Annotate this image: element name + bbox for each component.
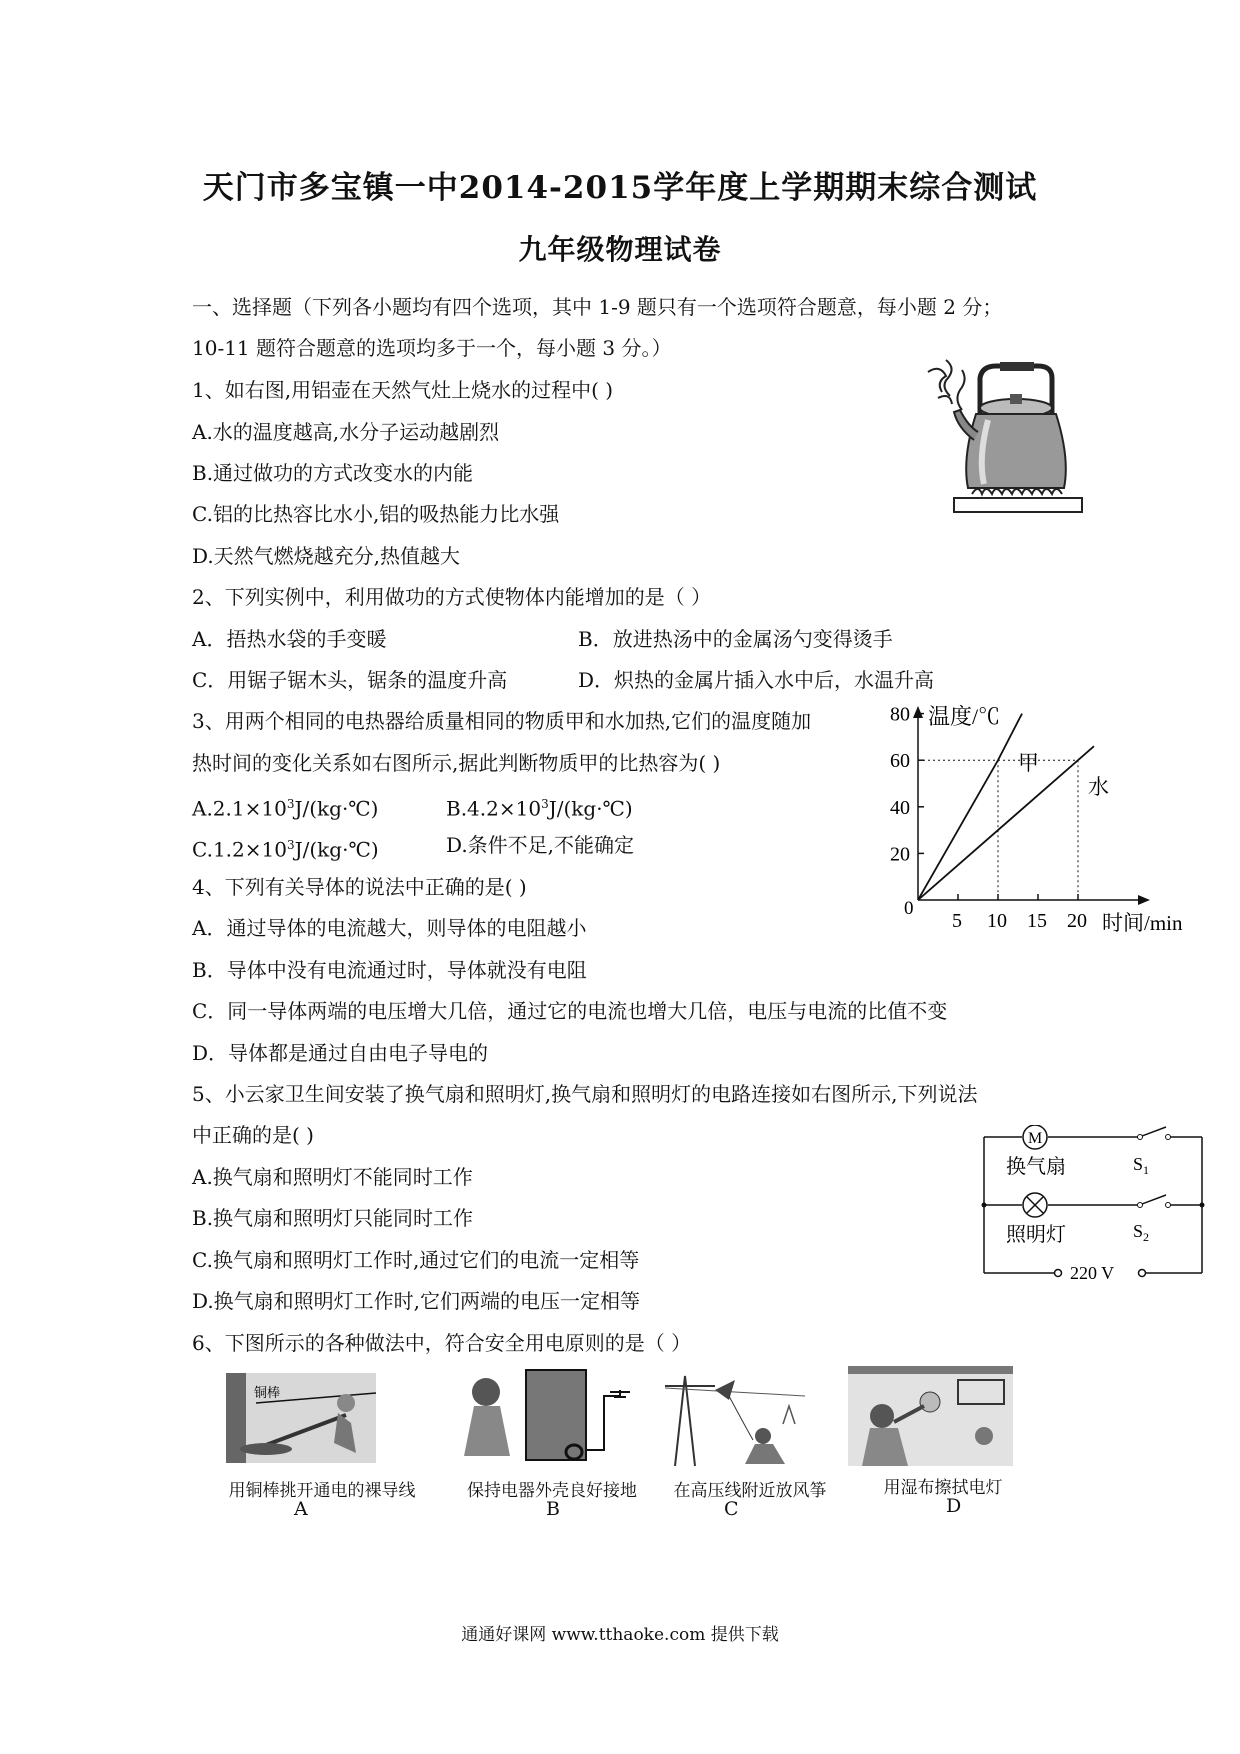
kettle-figure [918,358,1118,513]
caption-c: 在高压线附近放风筝 [673,1481,827,1501]
q1-option-b: B.通过做功的方式改变水的内能 [192,461,474,485]
series-line-water [918,746,1094,900]
caption-b: 保持电器外壳良好接地 [467,1481,637,1501]
section-intro-line-2: 10-11 题符合题意的选项均多于一个，每小题 3 分。） [192,336,672,360]
y-tick-label-80: 80 [890,703,910,726]
origin-label: 0 [904,898,914,919]
y-tick-label-20: 20 [890,843,910,866]
q3-stem-line-1: 3、用两个相同的电热器给质量相同的物质甲和水加热,它们的温度随加 [192,709,812,733]
q5-stem-line-2: 中正确的是( ) [192,1123,314,1147]
safety-picture-a [226,1373,376,1463]
x-tick-label-5: 5 [952,910,962,932]
series-label-jia: 甲 [1018,751,1039,775]
page-title: 天门市多宝镇一中2014-2015学年度上学期期末综合测试 [202,170,1038,206]
section-intro-line-1: 一、选择题（下列各小题均有四个选项，其中 1-9 题只有一个选项符合题意，每小题 2 分； [192,295,1003,319]
y-tick-label-60: 60 [890,750,910,773]
q3-option-b: $B.4.2\times 10^3J/(kg\cdot℃)$ [446,796,633,821]
q3-option-c: $C.1.2\times 10^3J/(kg\cdot℃)$ [192,837,379,862]
q1-option-d: D.天然气燃烧越充分,热值越大 [192,544,461,568]
q5-stem-line-1: 5、小云家卫生间安装了换气扇和照明灯,换气扇和照明灯的电路连接如右图所示,下列说法 [192,1082,978,1106]
q4-option-b: B．导体中没有电流通过时，导体就没有电阻 [192,958,587,982]
q3-option-a: $A.2.1\times 10^3J/(kg\cdot℃)$ [192,796,379,821]
letter-c: C [724,1498,739,1520]
s1-label: $S_1$ [1133,1154,1150,1177]
caption-a: 用铜棒挑开通电的裸导线 [228,1481,416,1501]
lamp-label: 照明灯 [1006,1224,1066,1246]
q5-option-a: A.换气扇和照明灯不能同时工作 [192,1165,473,1189]
q5-option-d: D.换气扇和照明灯工作时,它们两端的电压一定相等 [192,1289,641,1313]
q5-option-b: B.换气扇和照明灯只能同时工作 [192,1206,474,1230]
x-axis-label: 时间/min [1102,911,1183,935]
q2-option-a: A．捂热水袋的手变暖 [192,627,387,651]
letter-d: D [946,1495,962,1517]
motor-letter: M [1028,1130,1043,1147]
letter-b: B [546,1498,560,1520]
safety-picture-c [655,1366,805,1466]
q1-stem: 1、如右图,用铝壶在天然气灶上烧水的过程中( ) [192,378,614,402]
q1-option-a: A.水的温度越高,水分子运动越剧烈 [192,420,500,444]
circuit-diagram [978,1125,1208,1285]
s2-label: $S_2$ [1133,1221,1150,1244]
q4-option-c: C．同一导体两端的电压增大几倍，通过它的电流也增大几倍，电压与电流的比值不变 [192,999,948,1023]
fan-label: 换气扇 [1006,1156,1066,1178]
series-line-jia [918,714,1022,900]
q2-option-c: C．用锯子锯木头，锯条的温度升高 [192,668,508,692]
x-tick-label-20: 20 [1067,910,1087,932]
x-axis-arrow [1138,895,1150,905]
q4-stem: 4、下列有关导体的说法中正确的是( ) [192,875,527,899]
q6-stem: 6、下图所示的各种做法中，符合安全用电原则的是（ ） [192,1331,692,1355]
safety-picture-d [848,1366,1013,1466]
y-axis-arrow [913,706,923,718]
page-subtitle: 九年级物理试卷 [518,233,722,266]
switch-s2 [1142,1195,1166,1204]
q4-option-a: A．通过导体的电流越大，则导体的电阻越小 [192,916,587,940]
voltage-label: 220 V [1070,1263,1115,1283]
q2-stem: 2、下列实例中，利用做功的方式使物体内能增加的是（ ） [192,585,712,609]
q4-option-d: D．导体都是通过自由电子导电的 [192,1041,489,1065]
temperature-time-chart [870,700,1190,935]
y-axis-label: 温度/℃ [928,704,1001,729]
q2-option-b: B．放进热汤中的金属汤勺变得烫手 [578,627,893,651]
q3-stem-line-2: 热时间的变化关系如右图所示,据此判断物质甲的比热容为( ) [192,751,721,775]
x-tick-label-15: 15 [1027,910,1047,932]
y-tick-label-40: 40 [890,796,910,819]
rod-label: 铜棒 [254,1385,281,1400]
letter-a: A [294,1498,308,1520]
q2-option-d: D．炽热的金属片插入水中后，水温升高 [578,668,935,692]
x-tick-label-10: 10 [987,910,1007,932]
q1-option-c: C.铝的比热容比水小,铝的吸热能力比水强 [192,502,560,526]
series-label-water: 水 [1088,775,1109,799]
safety-picture-b [446,1366,646,1466]
q3-option-d: D.条件不足,不能确定 [446,833,635,857]
q5-option-c: C.换气扇和照明灯工作时,通过它们的电流一定相等 [192,1248,640,1272]
caption-d: 用湿布擦拭电灯 [883,1478,1003,1498]
page-footer: 通通好课网 www.tthaoke.com 提供下载 [461,1625,779,1645]
switch-s1 [1142,1127,1166,1136]
